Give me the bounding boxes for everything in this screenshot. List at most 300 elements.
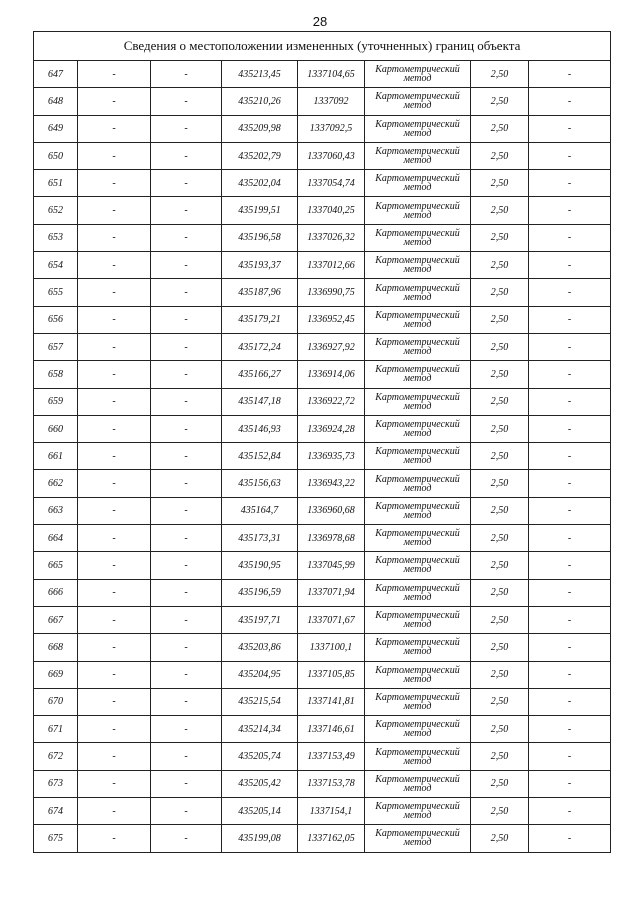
table-row: [34, 224, 611, 251]
old-y-cell: -: [151, 170, 222, 197]
method-cell: [365, 470, 471, 497]
x-coordinate-cell: 435164,7: [222, 497, 298, 524]
old-y-cell: -: [151, 388, 222, 415]
old-y-cell: -: [151, 142, 222, 169]
x-coordinate-cell: 435213,45: [222, 61, 298, 88]
method-cell: [365, 415, 471, 442]
x-coordinate-cell: 435197,71: [222, 606, 298, 633]
accuracy-cell: 2,50: [471, 197, 529, 224]
point-number-cell: 663: [34, 497, 78, 524]
old-x-cell: -: [78, 224, 151, 251]
description-cell: -: [529, 115, 611, 142]
old-x-cell: -: [78, 361, 151, 388]
old-x-cell: -: [78, 388, 151, 415]
description-cell: -: [529, 170, 611, 197]
old-y-cell: -: [151, 770, 222, 797]
x-coordinate-cell: 435202,79: [222, 142, 298, 169]
point-number-cell: 670: [34, 688, 78, 715]
old-y-cell: -: [151, 552, 222, 579]
x-coordinate-cell: 435147,18: [222, 388, 298, 415]
point-number-cell: 653: [34, 224, 78, 251]
y-coordinate-cell: 1337012,66: [298, 252, 365, 279]
x-coordinate-cell: 435199,51: [222, 197, 298, 224]
point-number-cell: 671: [34, 716, 78, 743]
x-coordinate-cell: 435214,34: [222, 716, 298, 743]
accuracy-cell: 2,50: [471, 443, 529, 470]
description-cell: -: [529, 252, 611, 279]
point-number-cell: 647: [34, 61, 78, 88]
x-coordinate-cell: 435156,63: [222, 470, 298, 497]
old-x-cell: -: [78, 333, 151, 360]
accuracy-cell: 2,50: [471, 552, 529, 579]
point-number-cell: 655: [34, 279, 78, 306]
method-line-1: Картометрический: [375, 227, 460, 239]
description-cell: -: [529, 415, 611, 442]
table-row: [34, 525, 611, 552]
method-cell: [365, 306, 471, 333]
method-line-2: метод: [403, 591, 432, 603]
y-coordinate-cell: 1337060,43: [298, 142, 365, 169]
description-cell: -: [529, 306, 611, 333]
method-line-2: метод: [403, 564, 432, 576]
method-line-2: метод: [403, 373, 432, 385]
method-line-2: метод: [403, 837, 432, 849]
description-cell: -: [529, 142, 611, 169]
accuracy-cell: 2,50: [471, 115, 529, 142]
old-x-cell: -: [78, 552, 151, 579]
y-coordinate-cell: 1337100,1: [298, 634, 365, 661]
method-cell: [365, 388, 471, 415]
accuracy-cell: 2,50: [471, 224, 529, 251]
description-cell: -: [529, 497, 611, 524]
point-number-cell: 654: [34, 252, 78, 279]
method-line-2: метод: [403, 127, 432, 139]
method-line-2: метод: [403, 509, 432, 521]
method-line-2: метод: [403, 264, 432, 276]
table-row: [34, 333, 611, 360]
old-y-cell: -: [151, 743, 222, 770]
old-x-cell: -: [78, 443, 151, 470]
old-y-cell: -: [151, 525, 222, 552]
method-cell: [365, 825, 471, 852]
method-line-1: Картометрический: [375, 446, 460, 458]
old-x-cell: -: [78, 825, 151, 852]
description-cell: -: [529, 688, 611, 715]
old-y-cell: -: [151, 197, 222, 224]
method-line-2: метод: [403, 291, 432, 303]
old-y-cell: -: [151, 252, 222, 279]
method-line-1: Картометрический: [375, 828, 460, 840]
old-y-cell: -: [151, 333, 222, 360]
y-coordinate-cell: 1337054,74: [298, 170, 365, 197]
description-cell: -: [529, 88, 611, 115]
y-coordinate-cell: 1337045,99: [298, 552, 365, 579]
method-line-1: Картометрический: [375, 801, 460, 813]
point-number-cell: 656: [34, 306, 78, 333]
description-cell: -: [529, 361, 611, 388]
method-line-1: Картометрический: [375, 664, 460, 676]
old-x-cell: -: [78, 115, 151, 142]
method-line-2: метод: [403, 318, 432, 330]
method-line-1: Картометрический: [375, 555, 460, 567]
y-coordinate-cell: 1337146,61: [298, 716, 365, 743]
x-coordinate-cell: 435190,95: [222, 552, 298, 579]
point-number-cell: 650: [34, 142, 78, 169]
table-row: [34, 361, 611, 388]
accuracy-cell: 2,50: [471, 361, 529, 388]
old-x-cell: -: [78, 415, 151, 442]
old-x-cell: -: [78, 170, 151, 197]
method-line-1: Картометрический: [375, 391, 460, 403]
old-x-cell: -: [78, 688, 151, 715]
description-cell: -: [529, 443, 611, 470]
accuracy-cell: 2,50: [471, 61, 529, 88]
x-coordinate-cell: 435215,54: [222, 688, 298, 715]
point-number-cell: 674: [34, 798, 78, 825]
old-y-cell: -: [151, 798, 222, 825]
method-cell: [365, 552, 471, 579]
method-line-2: метод: [403, 755, 432, 767]
description-cell: -: [529, 552, 611, 579]
old-x-cell: -: [78, 142, 151, 169]
point-number-cell: 652: [34, 197, 78, 224]
description-cell: -: [529, 224, 611, 251]
old-y-cell: -: [151, 279, 222, 306]
table-row: [34, 306, 611, 333]
table-row: [34, 279, 611, 306]
method-line-1: Картометрический: [375, 255, 460, 267]
method-line-2: метод: [403, 537, 432, 549]
method-line-1: Картометрический: [375, 337, 460, 349]
point-number-cell: 660: [34, 415, 78, 442]
point-number-cell: 664: [34, 525, 78, 552]
old-x-cell: -: [78, 88, 151, 115]
point-number-cell: 667: [34, 606, 78, 633]
table-row: [34, 443, 611, 470]
old-x-cell: -: [78, 61, 151, 88]
accuracy-cell: 2,50: [471, 470, 529, 497]
table-row: [34, 552, 611, 579]
method-line-2: метод: [403, 482, 432, 494]
accuracy-cell: 2,50: [471, 333, 529, 360]
y-coordinate-cell: 1336922,72: [298, 388, 365, 415]
method-cell: [365, 361, 471, 388]
method-cell: [365, 224, 471, 251]
method-cell: [365, 579, 471, 606]
accuracy-cell: 2,50: [471, 388, 529, 415]
method-line-1: Картометрический: [375, 528, 460, 540]
table-row: [34, 88, 611, 115]
old-y-cell: -: [151, 716, 222, 743]
method-line-2: метод: [403, 619, 432, 631]
accuracy-cell: 2,50: [471, 606, 529, 633]
y-coordinate-cell: 1337040,25: [298, 197, 365, 224]
method-cell: [365, 279, 471, 306]
y-coordinate-cell: 1336924,28: [298, 415, 365, 442]
description-cell: -: [529, 743, 611, 770]
method-line-2: метод: [403, 700, 432, 712]
method-cell: [365, 333, 471, 360]
y-coordinate-cell: 1336943,22: [298, 470, 365, 497]
old-x-cell: -: [78, 279, 151, 306]
method-cell: [365, 252, 471, 279]
description-cell: -: [529, 197, 611, 224]
x-coordinate-cell: 435146,93: [222, 415, 298, 442]
description-cell: -: [529, 634, 611, 661]
old-x-cell: -: [78, 497, 151, 524]
description-cell: -: [529, 279, 611, 306]
point-number-cell: 658: [34, 361, 78, 388]
table-row: [34, 743, 611, 770]
method-line-1: Картометрический: [375, 64, 460, 76]
x-coordinate-cell: 435173,31: [222, 525, 298, 552]
old-y-cell: -: [151, 443, 222, 470]
y-coordinate-cell: 1337153,49: [298, 743, 365, 770]
method-line-2: метод: [403, 646, 432, 658]
method-line-1: Картометрический: [375, 309, 460, 321]
old-y-cell: -: [151, 688, 222, 715]
method-cell: [365, 170, 471, 197]
accuracy-cell: 2,50: [471, 415, 529, 442]
method-line-2: метод: [403, 810, 432, 822]
method-cell: [365, 497, 471, 524]
method-line-1: Картометрический: [375, 582, 460, 594]
method-line-2: метод: [403, 400, 432, 412]
accuracy-cell: 2,50: [471, 743, 529, 770]
method-line-1: Картометрический: [375, 364, 460, 376]
method-cell: [365, 634, 471, 661]
x-coordinate-cell: 435204,95: [222, 661, 298, 688]
x-coordinate-cell: 435205,14: [222, 798, 298, 825]
accuracy-cell: 2,50: [471, 798, 529, 825]
method-line-1: Картометрический: [375, 719, 460, 731]
y-coordinate-cell: 1337071,94: [298, 579, 365, 606]
method-line-2: метод: [403, 73, 432, 85]
point-number-cell: 648: [34, 88, 78, 115]
method-line-1: Картометрический: [375, 173, 460, 185]
x-coordinate-cell: 435152,84: [222, 443, 298, 470]
old-y-cell: -: [151, 661, 222, 688]
method-line-1: Картометрический: [375, 91, 460, 103]
x-coordinate-cell: 435193,37: [222, 252, 298, 279]
point-number-cell: 669: [34, 661, 78, 688]
accuracy-cell: 2,50: [471, 688, 529, 715]
accuracy-cell: 2,50: [471, 170, 529, 197]
point-number-cell: 675: [34, 825, 78, 852]
method-line-2: метод: [403, 100, 432, 112]
method-line-1: Картометрический: [375, 746, 460, 758]
method-line-1: Картометрический: [375, 200, 460, 212]
table-row: [34, 688, 611, 715]
method-cell: [365, 716, 471, 743]
accuracy-cell: 2,50: [471, 279, 529, 306]
table-row: [34, 606, 611, 633]
table-row: [34, 497, 611, 524]
accuracy-cell: 2,50: [471, 306, 529, 333]
y-coordinate-cell: 1336914,06: [298, 361, 365, 388]
accuracy-cell: 2,50: [471, 661, 529, 688]
y-coordinate-cell: 1336978,68: [298, 525, 365, 552]
table-row: [34, 579, 611, 606]
description-cell: -: [529, 716, 611, 743]
x-coordinate-cell: 435196,58: [222, 224, 298, 251]
point-number-cell: 666: [34, 579, 78, 606]
x-coordinate-cell: 435196,59: [222, 579, 298, 606]
old-x-cell: -: [78, 470, 151, 497]
old-x-cell: -: [78, 579, 151, 606]
table-row: [34, 470, 611, 497]
table-row: [34, 825, 611, 852]
table-row: [34, 115, 611, 142]
old-x-cell: -: [78, 716, 151, 743]
accuracy-cell: 2,50: [471, 142, 529, 169]
table-row: [34, 770, 611, 797]
point-number-cell: 651: [34, 170, 78, 197]
x-coordinate-cell: 435203,86: [222, 634, 298, 661]
table-row: [34, 142, 611, 169]
x-coordinate-cell: 435179,21: [222, 306, 298, 333]
accuracy-cell: 2,50: [471, 825, 529, 852]
table-row: [34, 197, 611, 224]
method-cell: [365, 661, 471, 688]
point-number-cell: 662: [34, 470, 78, 497]
y-coordinate-cell: 1337141,81: [298, 688, 365, 715]
y-coordinate-cell: 1337092,5: [298, 115, 365, 142]
table-section-title-row: [34, 32, 611, 61]
description-cell: -: [529, 579, 611, 606]
method-cell: [365, 798, 471, 825]
method-line-2: метод: [403, 155, 432, 167]
old-y-cell: -: [151, 115, 222, 142]
x-coordinate-cell: 435205,74: [222, 743, 298, 770]
old-x-cell: -: [78, 606, 151, 633]
section-title: Сведения о местоположении измененных (уточненных) границ объекта: [34, 32, 611, 61]
y-coordinate-cell: 1336990,75: [298, 279, 365, 306]
method-line-2: метод: [403, 673, 432, 685]
accuracy-cell: 2,50: [471, 252, 529, 279]
method-cell: [365, 115, 471, 142]
method-cell: [365, 743, 471, 770]
method-line-2: метод: [403, 209, 432, 221]
method-cell: [365, 88, 471, 115]
point-number-cell: 668: [34, 634, 78, 661]
method-line-2: метод: [403, 728, 432, 740]
x-coordinate-cell: 435187,96: [222, 279, 298, 306]
point-number-cell: 673: [34, 770, 78, 797]
method-line-1: Картометрический: [375, 473, 460, 485]
x-coordinate-cell: 435209,98: [222, 115, 298, 142]
old-y-cell: -: [151, 415, 222, 442]
x-coordinate-cell: 435199,08: [222, 825, 298, 852]
y-coordinate-cell: 1337162,05: [298, 825, 365, 852]
old-y-cell: -: [151, 61, 222, 88]
method-line-2: метод: [403, 182, 432, 194]
description-cell: -: [529, 470, 611, 497]
old-x-cell: -: [78, 252, 151, 279]
y-coordinate-cell: 1337026,32: [298, 224, 365, 251]
description-cell: -: [529, 661, 611, 688]
point-number-cell: 665: [34, 552, 78, 579]
old-y-cell: -: [151, 361, 222, 388]
description-cell: -: [529, 770, 611, 797]
old-y-cell: -: [151, 497, 222, 524]
old-y-cell: -: [151, 606, 222, 633]
method-line-1: Картометрический: [375, 610, 460, 622]
table-row: [34, 661, 611, 688]
point-number-cell: 659: [34, 388, 78, 415]
page-number: 28: [312, 14, 328, 29]
point-number-cell: 672: [34, 743, 78, 770]
method-cell: [365, 142, 471, 169]
y-coordinate-cell: 1336960,68: [298, 497, 365, 524]
table-row: [34, 634, 611, 661]
method-cell: [365, 606, 471, 633]
accuracy-cell: 2,50: [471, 497, 529, 524]
table-row: [34, 798, 611, 825]
y-coordinate-cell: 1336935,73: [298, 443, 365, 470]
method-line-1: Картометрический: [375, 637, 460, 649]
method-line-1: Картометрический: [375, 773, 460, 785]
table-row: [34, 388, 611, 415]
x-coordinate-cell: 435166,27: [222, 361, 298, 388]
method-line-1: Картометрический: [375, 419, 460, 430]
old-x-cell: -: [78, 770, 151, 797]
y-coordinate-cell: 1337153,78: [298, 770, 365, 797]
method-line-1: Картометрический: [375, 118, 460, 130]
old-x-cell: -: [78, 525, 151, 552]
old-x-cell: -: [78, 306, 151, 333]
old-y-cell: -: [151, 634, 222, 661]
x-coordinate-cell: 435202,04: [222, 170, 298, 197]
x-coordinate-cell: 435172,24: [222, 333, 298, 360]
old-y-cell: -: [151, 470, 222, 497]
method-cell: [365, 688, 471, 715]
table-row: [34, 716, 611, 743]
accuracy-cell: 2,50: [471, 525, 529, 552]
old-x-cell: -: [78, 661, 151, 688]
table-row: [34, 252, 611, 279]
method-line-1: Картометрический: [375, 146, 460, 158]
y-coordinate-cell: 1337071,67: [298, 606, 365, 633]
boundary-coordinates-table: [33, 31, 611, 853]
y-coordinate-cell: 1337154,1: [298, 798, 365, 825]
old-x-cell: -: [78, 634, 151, 661]
old-x-cell: -: [78, 798, 151, 825]
point-number-cell: 649: [34, 115, 78, 142]
old-y-cell: -: [151, 306, 222, 333]
method-cell: [365, 443, 471, 470]
method-line-1: Картометрический: [375, 691, 460, 703]
method-line-2: метод: [403, 455, 432, 467]
method-line-1: Картометрический: [375, 282, 460, 294]
table-row: [34, 61, 611, 88]
description-cell: -: [529, 388, 611, 415]
method-line-2: метод: [403, 428, 432, 439]
description-cell: -: [529, 798, 611, 825]
y-coordinate-cell: 1337104,65: [298, 61, 365, 88]
method-cell: [365, 197, 471, 224]
x-coordinate-cell: 435205,42: [222, 770, 298, 797]
old-y-cell: -: [151, 224, 222, 251]
method-line-2: метод: [403, 782, 432, 794]
description-cell: -: [529, 333, 611, 360]
old-x-cell: -: [78, 197, 151, 224]
accuracy-cell: 2,50: [471, 579, 529, 606]
old-y-cell: -: [151, 579, 222, 606]
accuracy-cell: 2,50: [471, 716, 529, 743]
description-cell: -: [529, 825, 611, 852]
point-number-cell: 661: [34, 443, 78, 470]
